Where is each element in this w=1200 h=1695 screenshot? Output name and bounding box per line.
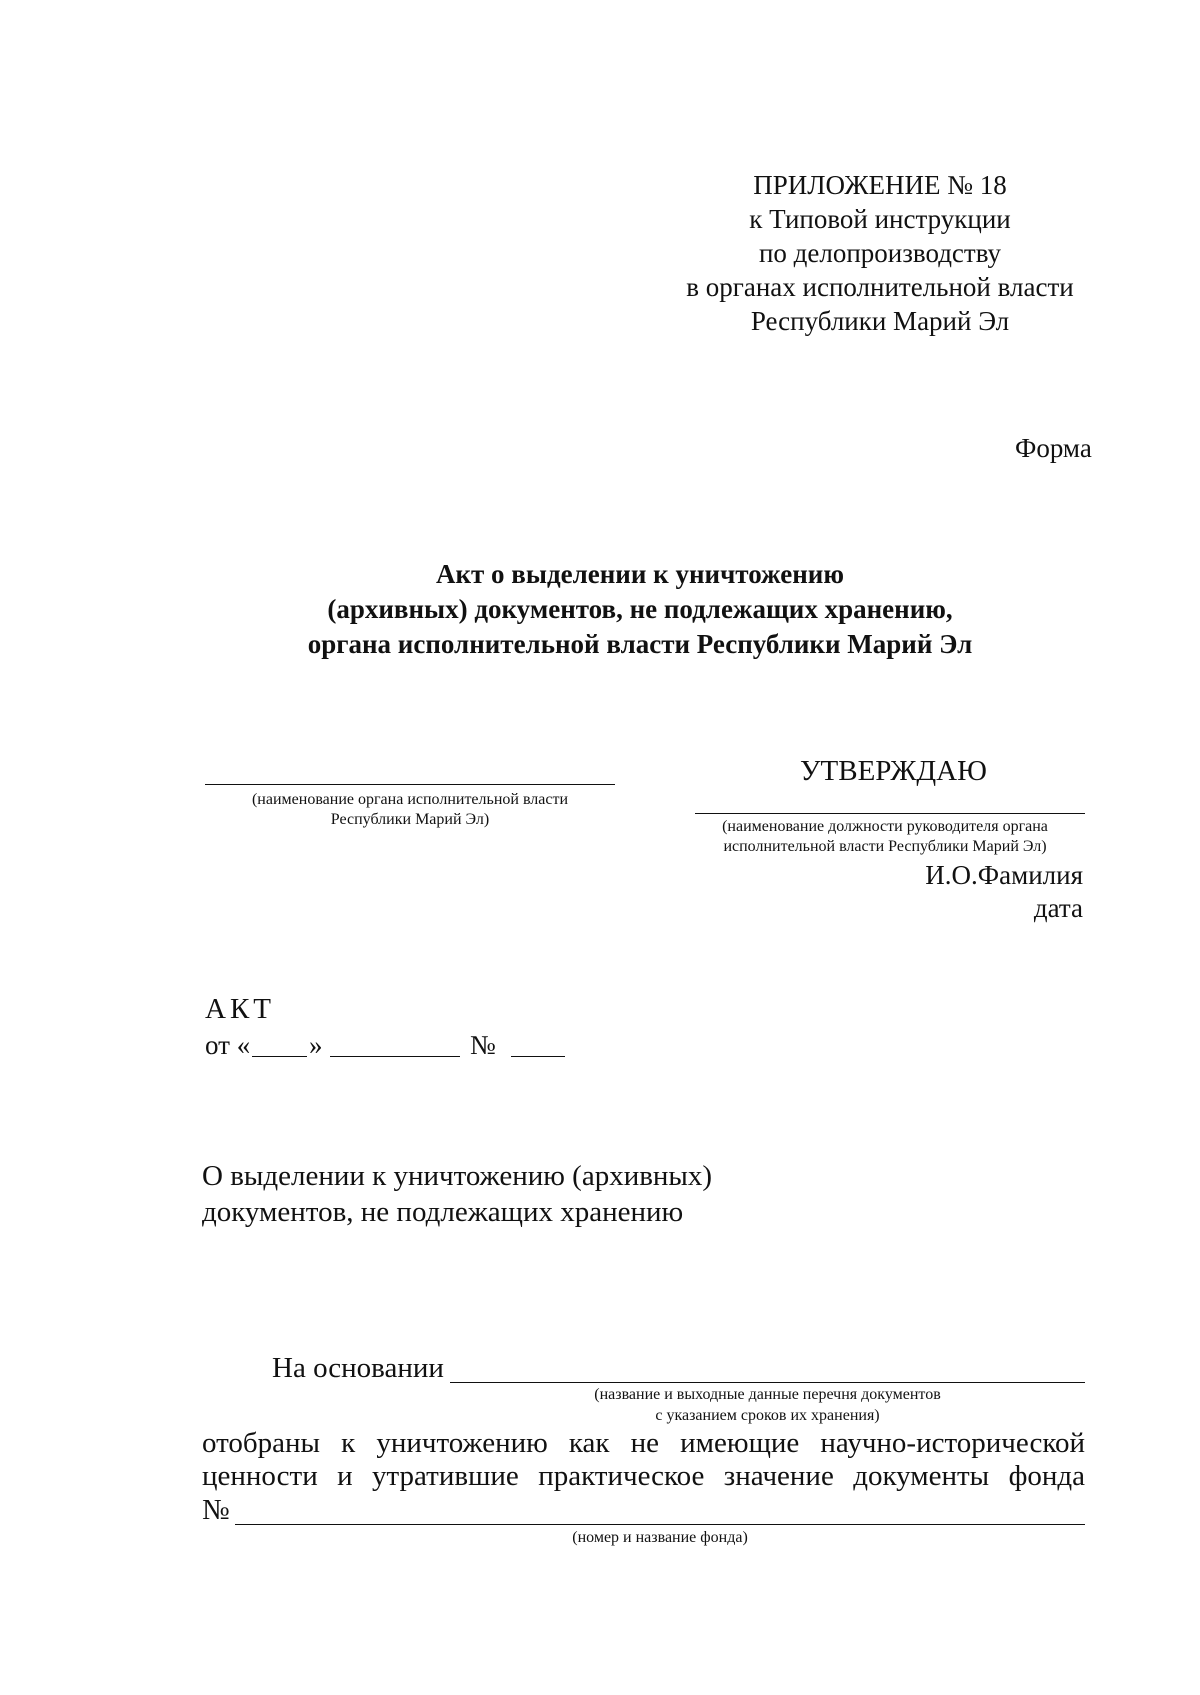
org-hint-line: Республики Марий Эл): [330, 811, 490, 828]
org-name-hint: [205, 790, 615, 830]
body-word: значение: [723, 1460, 834, 1492]
basis-hint-line: (название и выходные данные перечня документов: [594, 1386, 941, 1403]
act-subject: [202, 1158, 712, 1230]
fund-hint-line: (номер и название фонда): [572, 1529, 748, 1546]
body-word: фонда: [1008, 1460, 1085, 1492]
appendix-line: по делопроизводству: [758, 238, 1002, 268]
body-word: не: [630, 1427, 660, 1459]
body-text-line-2: [202, 1460, 1085, 1493]
act-number-blank: [511, 1030, 565, 1057]
appendix-line: Республики Марий Эл: [750, 306, 1010, 336]
act-day-blank: [252, 1030, 307, 1057]
act-heading: АКТ: [205, 993, 275, 1025]
body-word: уничтожению: [376, 1427, 548, 1459]
body-word: ценности: [202, 1460, 318, 1492]
body-word: документы: [853, 1460, 990, 1492]
form-label: Форма: [1015, 433, 1092, 463]
body-word: отобраны: [202, 1427, 321, 1459]
org-name-field-line: [205, 784, 615, 785]
appendix-line: в органах исполнительной власти: [686, 272, 1074, 302]
title-line: (архивных) документов, не подлежащих хранению,: [327, 594, 953, 624]
approver-hint-line: исполнительной власти Республики Марий Эл): [723, 838, 1047, 855]
signer-name: И.О.Фамилия: [925, 860, 1083, 890]
body-word: имеющие: [680, 1427, 800, 1459]
subject-line: документов, не подлежащих хранению: [202, 1196, 684, 1228]
body-word: научно-исторической: [820, 1427, 1085, 1459]
act-from-prefix: от «: [205, 1030, 251, 1060]
approver-position-field-line: [695, 813, 1085, 814]
body-text-line-1: [202, 1427, 1085, 1460]
body-word: утратившие: [372, 1460, 519, 1492]
fund-number-sign: №: [202, 1494, 230, 1526]
basis-label: На основании: [272, 1352, 444, 1384]
basis-hint: [450, 1384, 1085, 1426]
body-word: и: [337, 1460, 353, 1492]
act-number-sign: №: [470, 1030, 496, 1060]
document-title: [260, 557, 1020, 662]
appendix-header: [660, 168, 1100, 338]
org-hint-line: (наименование органа исполнительной власти: [251, 791, 569, 808]
title-line: Акт о выделении к уничтожению: [435, 559, 844, 589]
act-close-quote: »: [309, 1030, 323, 1060]
approver-hint-line: (наименование должности руководителя органа: [722, 818, 1048, 835]
approval-heading: УТВЕРЖДАЮ: [800, 755, 987, 787]
basis-field-line: [450, 1382, 1085, 1383]
appendix-line: ПРИЛОЖЕНИЕ № 18: [753, 170, 1007, 200]
body-word: практическое: [538, 1460, 705, 1492]
act-month-year-blank: [330, 1030, 460, 1057]
approver-position-hint: [675, 817, 1095, 857]
subject-line: О выделении к уничтожению (архивных): [202, 1160, 713, 1192]
basis-hint-line: с указанием сроков их хранения): [655, 1407, 880, 1424]
body-word: как: [568, 1427, 610, 1459]
fund-hint: [235, 1528, 1085, 1548]
approval-date: дата: [1033, 893, 1083, 923]
fund-field-line: [235, 1524, 1085, 1525]
title-line: органа исполнительной власти Республики Марий Эл: [307, 629, 973, 659]
body-word: к: [341, 1427, 356, 1459]
appendix-line: к Типовой инструкции: [749, 204, 1011, 234]
